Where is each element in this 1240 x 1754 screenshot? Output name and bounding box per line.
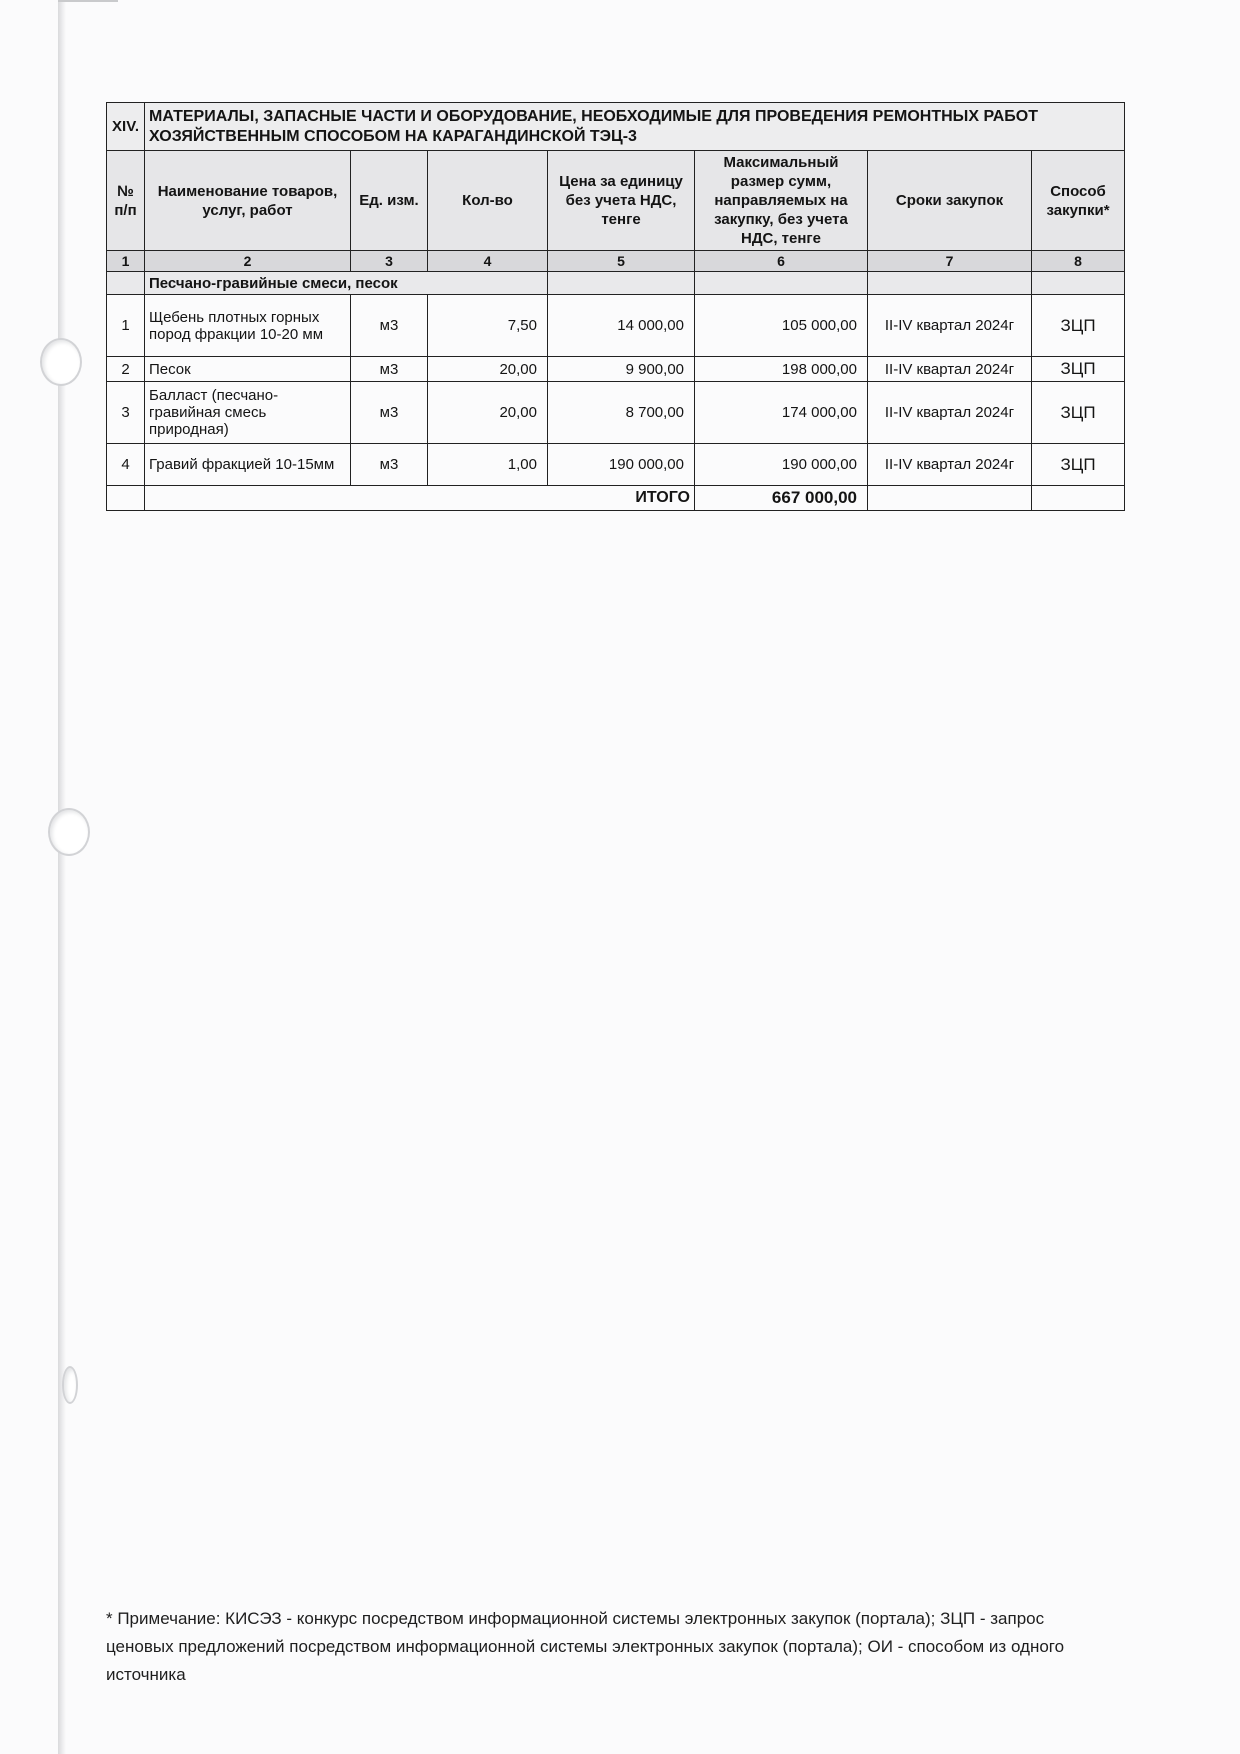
section-number: XIV.: [107, 103, 145, 151]
table-row: [107, 295, 1125, 357]
row-name: Песок: [145, 357, 351, 382]
row-price: 8 700,00: [548, 382, 695, 444]
total-row: [107, 486, 1125, 511]
row-name: Гравий фракцией 10-15мм: [145, 444, 351, 486]
row-no: 3: [107, 382, 145, 444]
row-no: 4: [107, 444, 145, 486]
scan-page-edge: [58, 0, 66, 1754]
total-label: ИТОГО: [145, 486, 695, 511]
group-row: [107, 272, 1125, 295]
column-number: 2: [145, 251, 351, 272]
row-term: II-IV квартал 2024г: [868, 357, 1032, 382]
row-price: 190 000,00: [548, 444, 695, 486]
group-title: Песчано-гравийные смеси, песок: [145, 272, 548, 295]
header-qty: Кол-во: [428, 151, 548, 251]
row-name: Балласт (песчано-гравийная смесь природная): [145, 382, 351, 444]
group-cell-empty: [548, 272, 695, 295]
row-term: II-IV квартал 2024г: [868, 295, 1032, 357]
row-method: ЗЦП: [1032, 382, 1125, 444]
row-sum: 105 000,00: [695, 295, 868, 357]
row-method: ЗЦП: [1032, 444, 1125, 486]
column-number: 8: [1032, 251, 1125, 272]
column-number: 5: [548, 251, 695, 272]
row-sum: 174 000,00: [695, 382, 868, 444]
section-header-row: [107, 103, 1125, 151]
row-term: II-IV квартал 2024г: [868, 444, 1032, 486]
row-unit: м3: [351, 382, 428, 444]
row-method: ЗЦП: [1032, 357, 1125, 382]
row-term: II-IV квартал 2024г: [868, 382, 1032, 444]
column-number: 1: [107, 251, 145, 272]
row-no: 1: [107, 295, 145, 357]
column-number: 7: [868, 251, 1032, 272]
footnote: * Примечание: КИСЭЗ - конкурс посредством информационной системы электронных закупок (портала); ЗЦП - запрос ценовых предложений посредством информационной системы электронных закупок (портала); ОИ - способом из одного источника: [106, 1609, 1065, 1684]
row-qty: 7,50: [428, 295, 548, 357]
row-qty: 20,00: [428, 382, 548, 444]
row-unit: м3: [351, 295, 428, 357]
column-header-row: [107, 151, 1125, 251]
row-price: 14 000,00: [548, 295, 695, 357]
group-cell-empty: [695, 272, 868, 295]
group-cell-empty: [107, 272, 145, 295]
column-number: 6: [695, 251, 868, 272]
row-price: 9 900,00: [548, 357, 695, 382]
row-no: 2: [107, 357, 145, 382]
group-cell-empty: [1032, 272, 1125, 295]
header-no: № п/п: [107, 151, 145, 251]
header-unit: Ед. изм.: [351, 151, 428, 251]
header-name: Наименование товаров, услуг, работ: [145, 151, 351, 251]
procurement-table: [106, 102, 1125, 511]
row-qty: 20,00: [428, 357, 548, 382]
row-name: Щебень плотных горных пород фракции 10-20 мм: [145, 295, 351, 357]
header-price: Цена за единицу без учета НДС, тенге: [548, 151, 695, 251]
column-number: 4: [428, 251, 548, 272]
row-method: ЗЦП: [1032, 295, 1125, 357]
table-row: [107, 444, 1125, 486]
row-sum: 190 000,00: [695, 444, 868, 486]
column-number-row: [107, 251, 1125, 272]
punch-hole: [40, 338, 82, 386]
scan-page-corner: [58, 0, 118, 16]
row-sum: 198 000,00: [695, 357, 868, 382]
row-unit: м3: [351, 444, 428, 486]
row-unit: м3: [351, 357, 428, 382]
column-number: 3: [351, 251, 428, 272]
header-term: Сроки закупок: [868, 151, 1032, 251]
total-cell-empty: [868, 486, 1032, 511]
group-cell-empty: [868, 272, 1032, 295]
header-sum: Максимальный размер сумм, направляемых на закупку, без учета НДС, тенге: [695, 151, 868, 251]
punch-hole: [62, 1366, 78, 1404]
row-qty: 1,00: [428, 444, 548, 486]
total-cell-empty: [107, 486, 145, 511]
table-row: [107, 357, 1125, 382]
header-method: Способ закупки*: [1032, 151, 1125, 251]
total-cell-empty: [1032, 486, 1125, 511]
total-value: 667 000,00: [695, 486, 868, 511]
punch-hole: [48, 808, 90, 856]
table-row: [107, 382, 1125, 444]
section-title: МАТЕРИАЛЫ, ЗАПАСНЫЕ ЧАСТИ И ОБОРУДОВАНИЕ, НЕОБХОДИМЫЕ ДЛЯ ПРОВЕДЕНИЯ РЕМОНТНЫХ РАБОТ ХОЗЯЙСТВЕННЫМ СПОСОБОМ НА КАРАГАНДИНСКОЙ ТЭЦ-3: [145, 103, 1125, 151]
